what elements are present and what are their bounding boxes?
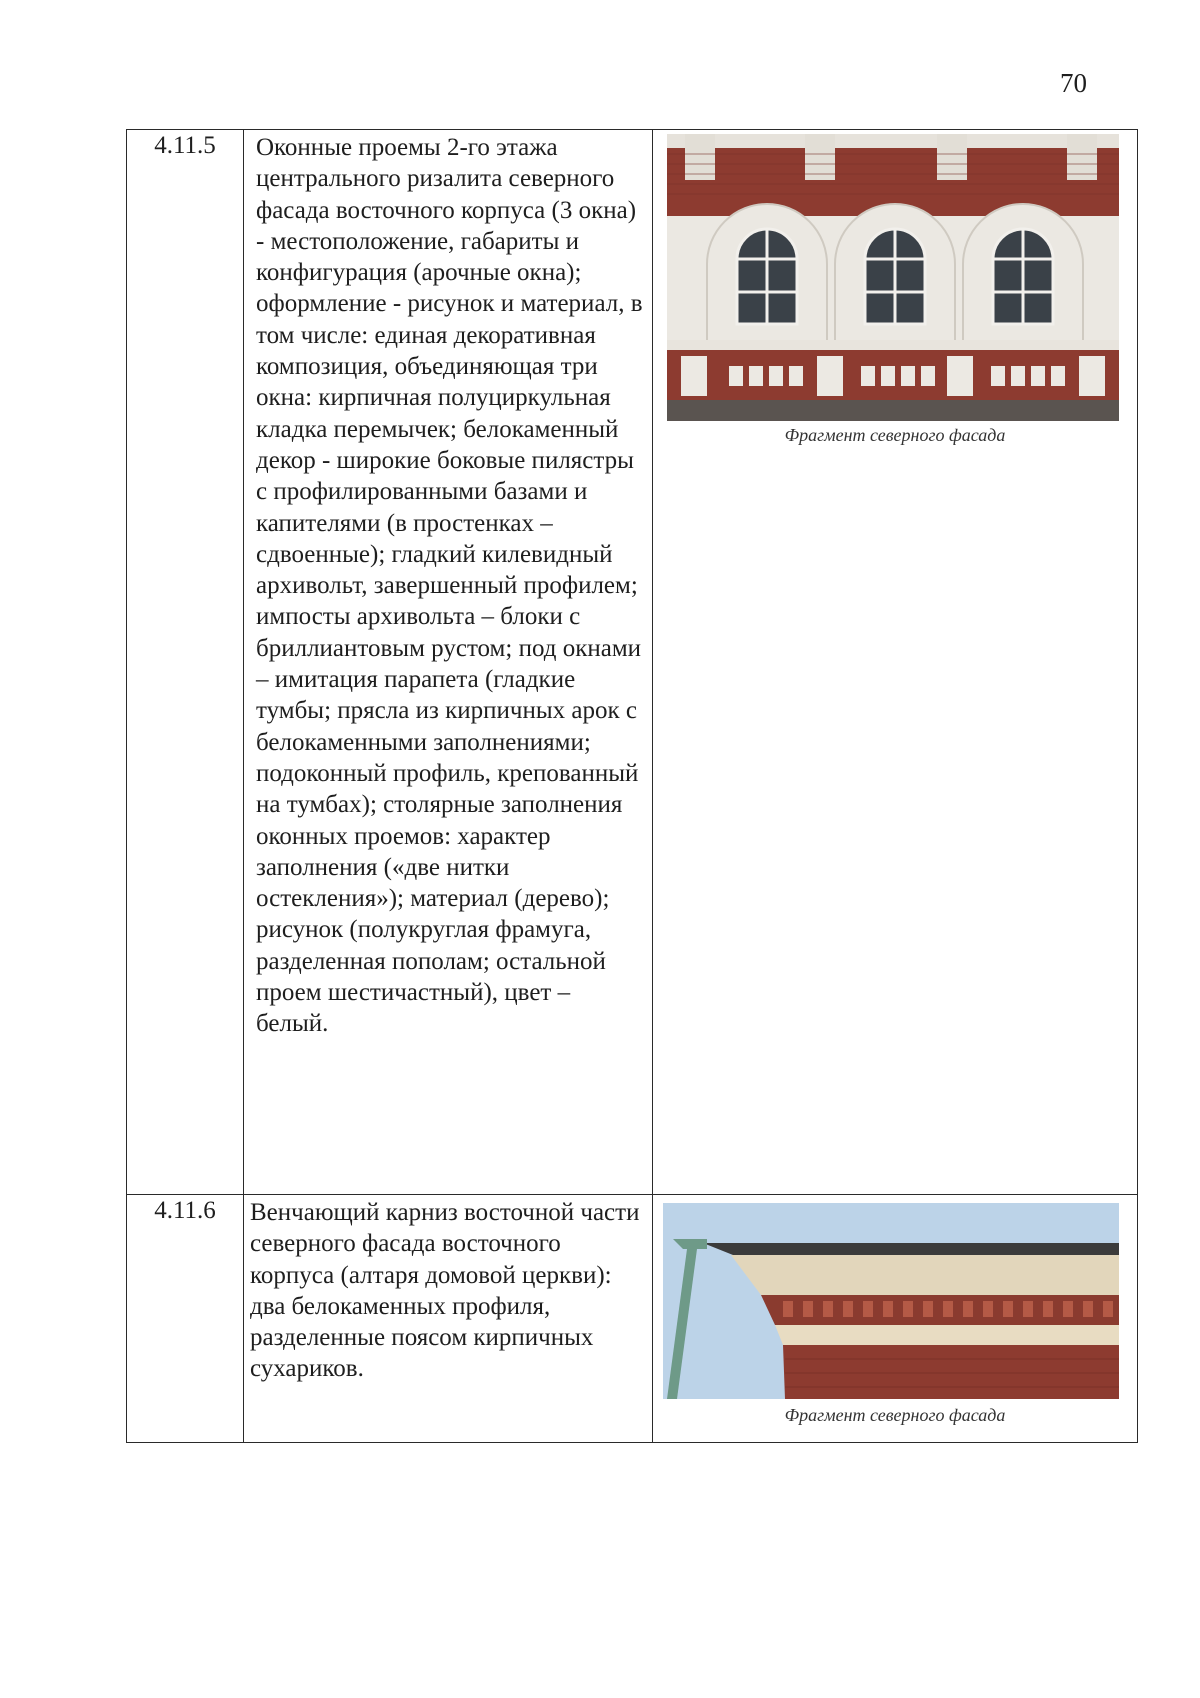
row-number: 4.11.6 xyxy=(154,1197,216,1224)
page-number: 70 xyxy=(1060,68,1087,98)
element-description: Венчающий карниз восточной части северного фасада восточного корпуса (алтаря домовой церкви): два белокаменных профиля, разделенные поясом кирпичных сухариков. xyxy=(250,1199,640,1383)
photo-caption: Фрагмент северного фасада xyxy=(784,1405,1006,1425)
cornice-photo xyxy=(663,1203,1119,1399)
photo-cell xyxy=(653,1195,1138,1443)
element-description: Оконные проемы 2-го этажа центрального ризалита северного фасада восточного корпуса (3 окна) - местоположение, габариты и конфигурация (арочные окна); оформление - рисунок и материал, в том числе: единая декоративная композиция, объединяющая три окна: кирпичная полуциркульная кладка перемычек; белокаменный декор - широкие боковые пилястры с профилированными базами и капителями (в простенках – сдвоенные); гладкий килевидный архивольт, завершенный профилем; импосты архивольта – блоки с бриллиантовым рустом; под окнами – имитация парапета (гладкие тумбы; прясла из кирпичных арок с белокаменными заполнениями; подоконный профиль, крепованный на тумбах); столярные заполнения оконных проемов: характер заполнения («две нитки остекления»); материал (дерево); рисунок (полукруглая фрамуга, разделенная пополам; остальной проем шестичастный), цвет – белый. xyxy=(256,134,643,1038)
description-cell xyxy=(244,1195,653,1443)
row-number-cell xyxy=(127,1195,244,1443)
facade-windows-photo xyxy=(667,134,1119,421)
row-number: 4.11.5 xyxy=(154,132,216,159)
table-row xyxy=(127,130,1138,1195)
heritage-elements-table xyxy=(126,129,1138,1443)
description-cell xyxy=(244,130,653,1195)
photo-caption: Фрагмент северного фасада xyxy=(784,425,1006,445)
row-number-cell xyxy=(127,130,244,1195)
table-row xyxy=(127,1195,1138,1443)
photo-cell xyxy=(653,130,1138,1195)
